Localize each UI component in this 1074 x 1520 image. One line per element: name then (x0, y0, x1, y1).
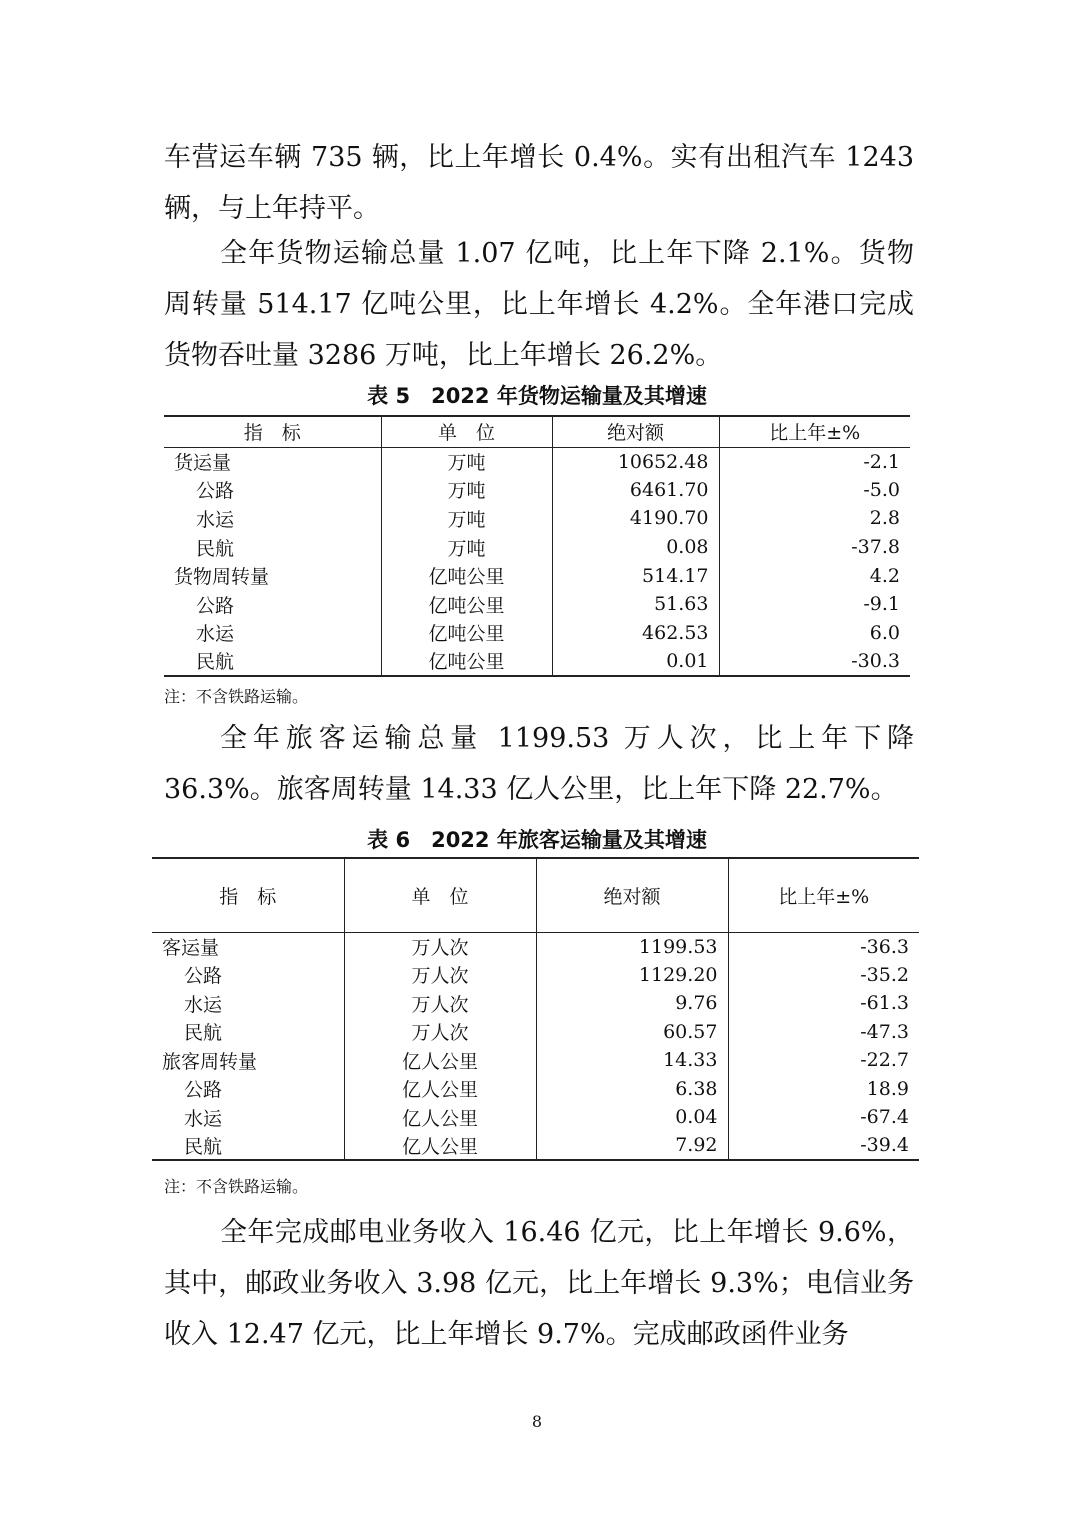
cell-indicator: 水运 (184, 1107, 223, 1130)
cell-unit: 万人次 (344, 932, 536, 961)
cell-unit: 亿吨公里 (381, 590, 552, 619)
freight-table (164, 415, 910, 677)
header-change: 比上年±% (719, 416, 910, 447)
cell-indicator: 旅客周转量 (162, 1050, 258, 1073)
cell-indicator: 公路 (196, 594, 235, 617)
cell-unit: 亿人公里 (344, 1103, 536, 1132)
cell-indicator: 货物周转量 (174, 566, 270, 589)
cell-absolute: 4190.70 (552, 504, 719, 533)
table-row (164, 590, 910, 619)
header-absolute: 绝对额 (536, 858, 728, 932)
cell-change: -9.1 (719, 590, 910, 619)
passenger-table (152, 857, 919, 1161)
table-row (152, 1046, 919, 1075)
page-number: 8 (531, 1412, 543, 1431)
cell-change: -22.7 (728, 1046, 919, 1075)
cell-change: -47.3 (728, 1018, 919, 1047)
cell-indicator: 民航 (196, 537, 235, 560)
cell-unit: 万人次 (344, 961, 536, 990)
cell-indicator: 水运 (196, 508, 235, 531)
table-row (152, 932, 919, 961)
cell-absolute: 60.57 (536, 1018, 728, 1047)
cell-unit: 亿吨公里 (381, 619, 552, 648)
header-unit: 单 位 (344, 858, 536, 932)
cell-indicator: 公路 (184, 1079, 223, 1102)
cell-absolute: 51.63 (552, 590, 719, 619)
cell-change: 18.9 (728, 1075, 919, 1104)
cell-change: 4.2 (719, 561, 910, 590)
cell-change: -67.4 (728, 1103, 919, 1132)
cell-absolute: 0.01 (552, 647, 719, 676)
paragraph-4: 全年完成邮电业务收入 16.46 亿元，比上年增长 9.6%，其中，邮政业务收入 3.98 亿元，比上年增长 9.3%；电信业务收入 12.47 亿元，比上年增长 9.7%。完成邮政函件业务 (164, 1217, 914, 1350)
cell-unit: 万人次 (344, 989, 536, 1018)
table5-caption: 表 5 2022 年货物运输量及其增速 (367, 384, 707, 408)
cell-indicator: 民航 (184, 1022, 223, 1045)
cell-change: -37.8 (719, 533, 910, 562)
cell-indicator: 民航 (196, 651, 235, 674)
table6-note: 注：不含铁路运输。 (164, 1177, 309, 1196)
cell-indicator: 公路 (184, 965, 223, 988)
cell-indicator: 水运 (196, 623, 235, 646)
cell-absolute: 9.76 (536, 989, 728, 1018)
cell-absolute: 0.04 (536, 1103, 728, 1132)
cell-absolute: 14.33 (536, 1046, 728, 1075)
header-indicator: 指 标 (219, 885, 277, 908)
header-unit: 单 位 (381, 416, 552, 447)
cell-absolute: 6461.70 (552, 476, 719, 505)
cell-unit: 亿吨公里 (381, 647, 552, 676)
cell-unit: 万吨 (381, 476, 552, 505)
cell-change: -61.3 (728, 989, 919, 1018)
cell-unit: 亿人公里 (344, 1132, 536, 1161)
cell-unit: 万吨 (381, 447, 552, 476)
table6-caption: 表 6 2022 年旅客运输量及其增速 (367, 828, 707, 852)
cell-absolute: 1129.20 (536, 961, 728, 990)
cell-change: 6.0 (719, 619, 910, 648)
table-row (152, 1132, 919, 1161)
table-row (152, 961, 919, 990)
cell-absolute: 514.17 (552, 561, 719, 590)
cell-absolute: 1199.53 (536, 932, 728, 961)
table-row (164, 561, 910, 590)
cell-absolute: 462.53 (552, 619, 719, 648)
cell-unit: 万吨 (381, 533, 552, 562)
cell-indicator: 水运 (184, 993, 223, 1016)
paragraph-2: 全年货物运输总量 1.07 亿吨，比上年下降 2.1%。货物周转量 514.17 亿吨公里，比上年增长 4.2%。全年港口完成货物吞吐量 3286 万吨，比上年增长 26.2%。 (164, 238, 914, 371)
table-row (152, 1018, 919, 1047)
cell-indicator: 民航 (184, 1135, 223, 1158)
table-header-row (164, 416, 910, 447)
table-row (152, 989, 919, 1018)
header-indicator: 指 标 (243, 422, 301, 445)
cell-change: 2.8 (719, 504, 910, 533)
cell-change: -5.0 (719, 476, 910, 505)
paragraph-1: 车营运车辆 735 辆，比上年增长 0.4%。实有出租汽车 1243 辆，与上年持平。 (164, 142, 914, 224)
table-row (164, 504, 910, 533)
cell-change: -35.2 (728, 961, 919, 990)
cell-absolute: 7.92 (536, 1132, 728, 1161)
cell-change: -36.3 (728, 932, 919, 961)
table-row (164, 533, 910, 562)
header-absolute: 绝对额 (552, 416, 719, 447)
cell-unit: 亿吨公里 (381, 561, 552, 590)
table-row (164, 447, 910, 476)
table-row (164, 476, 910, 505)
cell-change: -39.4 (728, 1132, 919, 1161)
cell-unit: 亿人公里 (344, 1075, 536, 1104)
table-row (152, 1103, 919, 1132)
cell-unit: 万人次 (344, 1018, 536, 1047)
cell-indicator: 客运量 (162, 937, 220, 959)
table-header-row (152, 858, 919, 932)
cell-unit: 万吨 (381, 504, 552, 533)
table-row (152, 1075, 919, 1104)
cell-indicator: 货运量 (174, 452, 232, 475)
cell-absolute: 0.08 (552, 533, 719, 562)
cell-change: -2.1 (719, 447, 910, 476)
header-change: 比上年±% (728, 858, 919, 932)
cell-indicator: 公路 (196, 480, 235, 503)
cell-absolute: 10652.48 (552, 447, 719, 476)
table5-note: 注：不含铁路运输。 (164, 687, 309, 706)
table-row (164, 619, 910, 648)
paragraph-3: 全年旅客运输总量 1199.53 万人次，比上年下降 36.3%。旅客周转量 14.33 亿人公里，比上年下降 22.7%。 (164, 723, 914, 805)
cell-absolute: 6.38 (536, 1075, 728, 1104)
cell-change: -30.3 (719, 647, 910, 676)
table-row (164, 647, 910, 676)
cell-unit: 亿人公里 (344, 1046, 536, 1075)
